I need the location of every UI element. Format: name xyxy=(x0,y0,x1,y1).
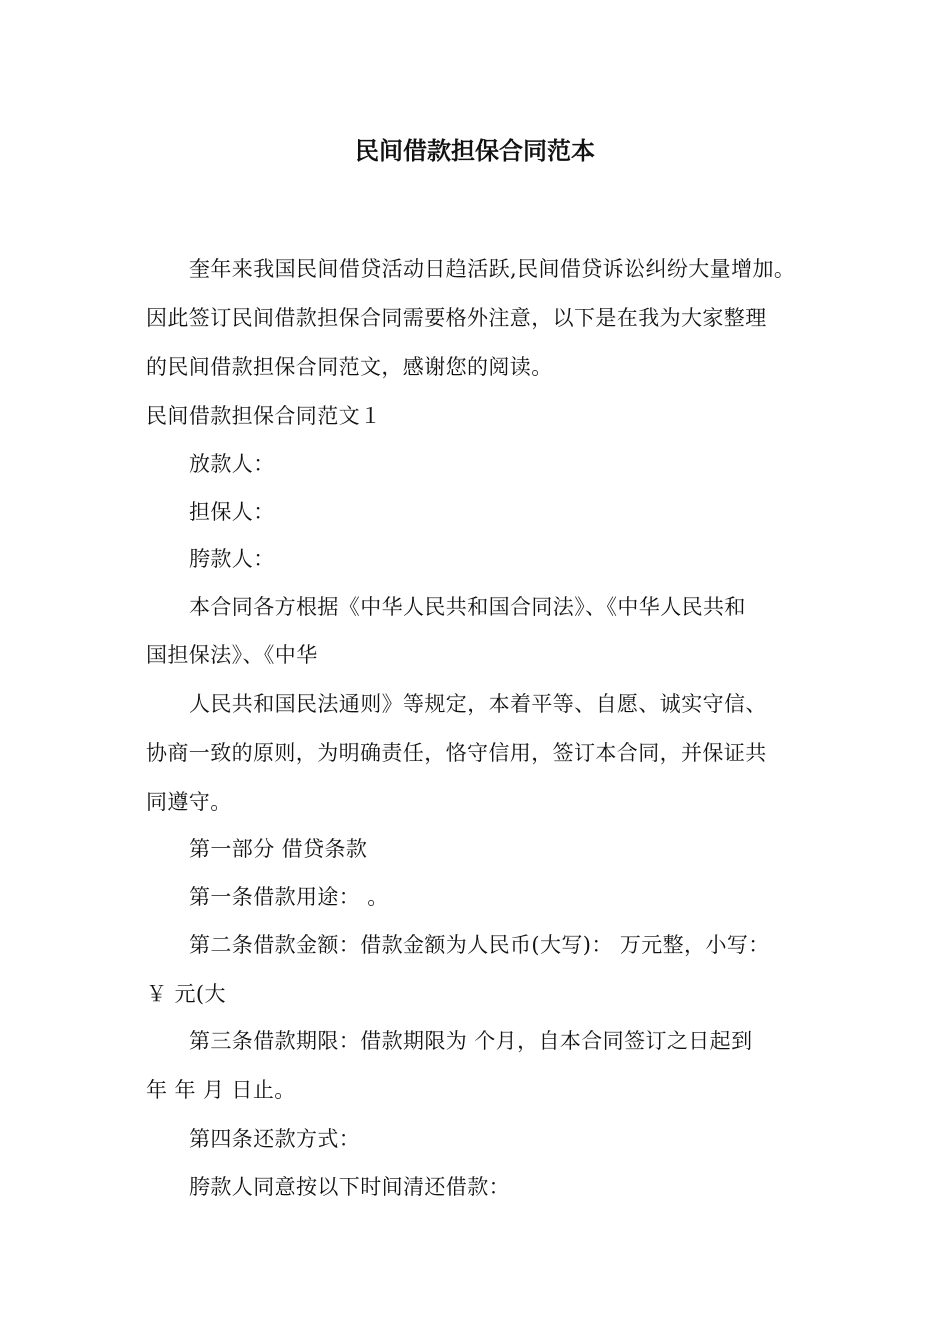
clause-line: 胯款人同意按以下时间清还借款： xyxy=(189,1175,510,1199)
paragraph-line: 奎年来我国民间借贷活动日趋活跃,民间借贷诉讼纠纷大量增加。 xyxy=(189,257,796,281)
field-lender: 放款人： xyxy=(189,452,275,476)
section-heading: 民间借款担保合同范文１ xyxy=(146,404,382,428)
part-heading: 第一部分 借贷条款 xyxy=(189,837,368,861)
clause-line: 年 年 月 日止。 xyxy=(146,1078,296,1102)
paragraph-line: 国担保法》、《中华 xyxy=(146,643,318,667)
paragraph-line: 同遵守。 xyxy=(146,790,232,814)
paragraph-line: 的民间借款担保合同范文，感谢您的阅读。 xyxy=(146,355,553,379)
field-borrower: 胯款人： xyxy=(189,547,275,571)
clause-line: 第二条借款金额：借款金额为人民币(大写)： 万元整，小写： xyxy=(189,933,770,957)
clause-line: 第三条借款期限：借款期限为 个月，自本合同签订之日起到 xyxy=(189,1029,753,1053)
field-guarantor: 担保人： xyxy=(189,500,275,524)
clause-line: 第四条还款方式： xyxy=(189,1127,361,1151)
document-title: 民间借款担保合同范本 xyxy=(355,137,595,165)
paragraph-line: 协商一致的原则，为明确责任，恪守信用，签订本合同，并保证共 xyxy=(146,741,767,765)
paragraph-line: 因此签订民间借款担保合同需要格外注意，以下是在我为大家整理 xyxy=(146,306,767,330)
clause-line: ￥ 元(大 xyxy=(146,982,226,1006)
paragraph-line: 本合同各方根据《中华人民共和国合同法》、《中华人民共和 xyxy=(189,595,746,619)
paragraph-line: 人民共和国民法通则》等规定，本着平等、自愿、诚实守信、 xyxy=(189,692,767,716)
clause-line: 第一条借款用途： 。 xyxy=(189,885,389,909)
